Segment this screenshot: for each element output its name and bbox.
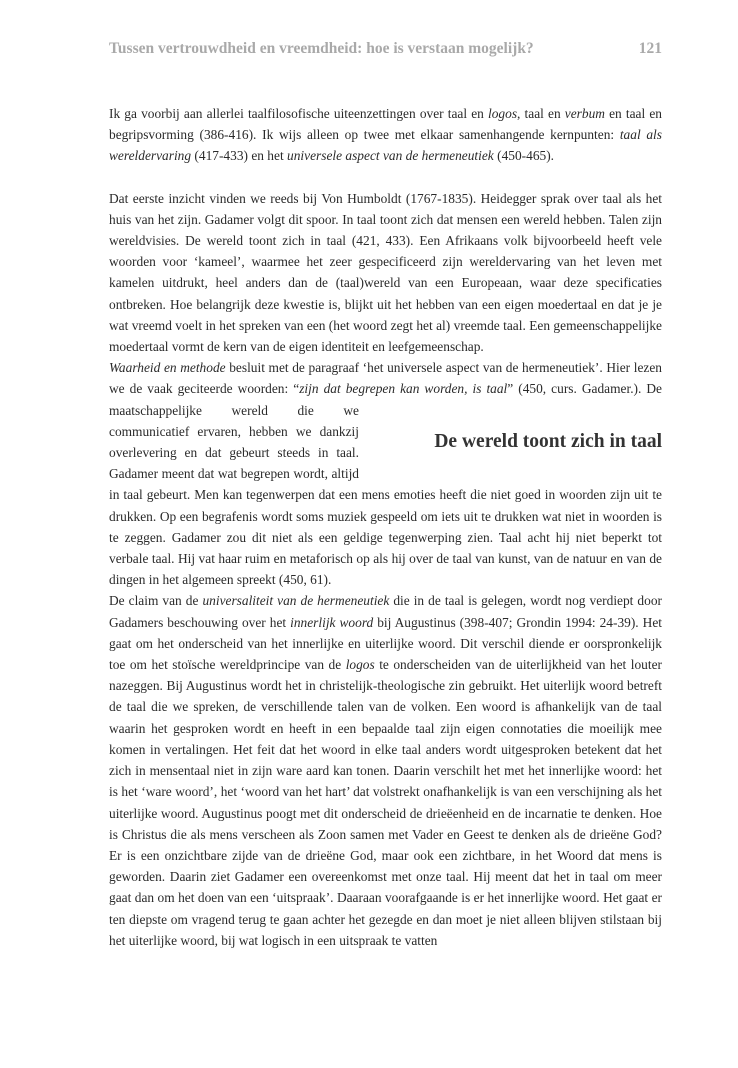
text-run: ” (450, curs. Gadamer.). De maatschappelijke wereld die we communicatief ervaren, hebben we dankzij overlevering en dat gebeurt steeds in taal. Gadamer meent dat wat begrepen wordt, altijd in taal gebeurt. Men kan tegenwerpen dat een mens emoties heeft die niet goed in woorden zijn uit te drukken. Op een begrafenis wordt soms muziek gespeeld om iets uit te drukken wat niet in woorden is te zeggen. Gadamer zou dit niet als een geldige tegenwerping zien. Taal acht hij niet beperkt tot verbale taal. Hij vat haar ruim en metaforisch op als hij over de taal van kunst, van de natuur en van de dingen in het algemeen spreekt (450, 61). xyxy=(109,381,662,588)
italic-term: logos xyxy=(345,657,375,673)
italic-term: universele aspect van de hermeneutiek xyxy=(287,148,494,164)
italic-term: universaliteit van de hermeneutiek xyxy=(202,593,390,609)
paragraph-2: Dat eerste inzicht vinden we reeds bij Von Humboldt (1767-1835). Heidegger sprak over taal als het huis van het zijn. Gadamer volgt dit spoor. In taal toont zich dat mensen een wereld hebben. Talen zijn wereldvisies. De wereld toont zich in taal (421, 433). Een Afrikaans volk bijvoorbeeld heeft vele woorden voor ‘kameel’, waarmee het zeer gespecificeerd zijn wereldervaring van het leven met kamelen uitdrukt, heel anders dan de (taal)wereld van een Europeaan, waar deze specificaties ontbreken. Hoe belangrijk deze kwestie is, blijkt uit het hebben van een eigen moedertaal en dat je je wat vreemd voelt in het spreken van een (het woord zegt het al) vreemde taal. Een gemeenschappelijke moedertaal vormt de kern van de eigen identiteit en leefgemeenschap. xyxy=(109,190,662,355)
text-run: De claim van de xyxy=(109,593,203,609)
italic-term: logos xyxy=(488,106,518,121)
paragraph-3 xyxy=(109,357,662,590)
text-run: Ik ga voorbij aan allerlei taalfilosofische uiteenzettingen over taal en xyxy=(109,106,489,121)
text-run: en taal en begripsvorming (386-416). Ik wijs alleen op twee met elkaar samenhangende kernpunten: xyxy=(109,106,663,143)
text-run: die in de taal is gelegen, wordt nog verdiept door Gadamers beschouwing over het xyxy=(109,593,662,630)
body-text xyxy=(109,103,662,951)
italic-term: verbum xyxy=(564,106,605,121)
text-run: (417-433) en het xyxy=(191,148,288,164)
page-number: 121 xyxy=(638,40,662,57)
running-header xyxy=(109,40,662,58)
paragraph-4 xyxy=(109,590,662,950)
paragraph-1 xyxy=(109,103,662,167)
text-run: te onderscheiden van de uiterlijkheid van het louter nazeggen. Bij Augustinus wordt het in christelijk-theologische zin gebruikt. Het uiterlijk woord betreft de taal die we spreken, de verschillende talen van de volken. Een woord is afhankelijk van de taal waarin het gesproken wordt en heeft in een bepaalde taal zijn eigen connotaties die moeilijk mee komen in vertalingen. Het feit dat het woord in elke taal anders wordt uitgesproken betekent dat het zich in mensentaal niet in zijn ware aard kan tonen. Daarin verschilt het met het innerlijke woord: het is het ‘ware woord’, het ‘woord van het hart’ dat volstrekt onafhankelijk is van een verschijning als het uiterlijke woord. Augustinus poogt met dit onderscheid de drieëenheid en de incarnatie te denken. Hoe is Christus die als mens verscheen als Zoon samen met Vader en Geest te denken als de drieëne God? Er is een onzichtbare zijde van de drieëne God, maar ook een zichtbare, in het Woord dat mens is geworden. Daarin ziet Gadamer een overeenkomst met onze taal. Hij meent dat het in taal om meer gaat dan om het doen van een ‘uitspraak’. Daaraan voorafgaande is er het innerlijke woord. Het gaat er ten diepste om vragend terug te gaan achter het gezegde en dan moet je niet alleen blijven stilstaan bij het uiterlijke woord, bij wat logisch in een uitspraak te vatten xyxy=(109,657,662,948)
italic-term: taal als wereldervaring xyxy=(109,127,662,164)
text-run: (450-465). xyxy=(493,148,555,164)
italic-term: innerlijk woord xyxy=(290,614,374,630)
text-run: besluit met de paragraaf ‘het universele aspect van de hermeneutiek’. Hier lezen we de vaak geciteerde woorden: “ xyxy=(109,360,662,397)
header-title: Tussen vertrouwdheid en vreemdheid: hoe is verstaan mogelijk? xyxy=(109,40,534,57)
text-run: , taal en xyxy=(517,106,565,121)
text-run: bij Augustinus (398-407; Grondin 1994: 24-39). Het gaat om het onderscheid van het innerlijke en uiterlijke woord. Dit verschil diende er oorspronkelijk toe om het stoïsche wereldprincipe van de xyxy=(109,614,662,673)
italic-book-title: Waarheid en methode xyxy=(109,360,226,376)
italic-quote: zijn dat begrepen kan worden, is taal xyxy=(299,381,508,397)
pull-quote: De wereld toont zich in taal xyxy=(434,431,662,453)
